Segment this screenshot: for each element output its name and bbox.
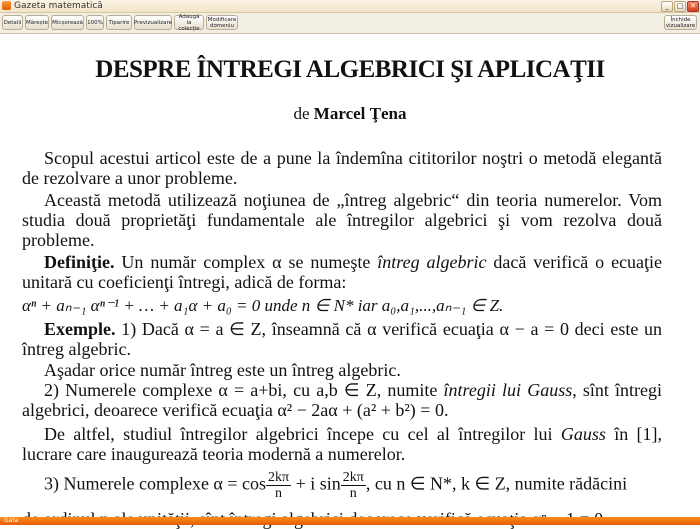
paragraph-method xyxy=(22,190,662,250)
paragraph-intro-text: Scopul acestui articol este de a pune la îndemîna cititorilor noştri o metodă elegantă de rezolvare a unor probleme. xyxy=(22,148,662,188)
status-text: Gata xyxy=(4,517,19,524)
fraction-sin-den: n xyxy=(349,486,357,501)
roots-text-b: + i sin xyxy=(295,473,341,494)
close-preview-button[interactable]: Închide vizualizare xyxy=(665,16,696,29)
definition-rest: dacă verifică o ecuaţie unitară cu coeficienţi întregi, adică de forma: xyxy=(22,252,663,292)
paragraph-method-text: Această metodă utilizează noţiunea de „întreg algebric“ din teoria numerelor. Vom studia două proprietăţi fundamentale ale întregilor algebrici şi vom rezolva două probleme. xyxy=(22,190,662,250)
toolbar xyxy=(0,13,700,34)
roots-text-a: 3) Numerele complexe α = cos xyxy=(44,473,267,494)
examples-text: 1) Dacă α = a ∈ Z, înseamnă că α verifică ecuaţia α − a = 0 deci este un întreg algebric. xyxy=(22,319,663,359)
zoom-100-button[interactable]: 100% xyxy=(86,15,104,30)
examples-label: Exemple. xyxy=(44,319,116,339)
history-text-a: De altfel, studiul întregilor algebrici începe cu cel al întregilor lui xyxy=(44,424,553,444)
gauss-term: întregii lui Gauss xyxy=(443,380,573,400)
definition-label: Definiţie. xyxy=(44,252,115,272)
paragraph-integers-text: Aşadar orice număr întreg este un întreg algebric. xyxy=(44,360,401,380)
details-button[interactable]: Detalii xyxy=(2,15,23,30)
zoom-in-button[interactable]: Mărește xyxy=(25,15,49,30)
change-domain-button[interactable]: Modificare domeniu xyxy=(207,16,237,29)
zoom-out-button[interactable]: Micșorează xyxy=(51,15,84,30)
paragraph-roots xyxy=(22,470,662,501)
paragraph-gauss xyxy=(22,380,662,420)
print-button[interactable]: Tiparire xyxy=(106,15,132,30)
preview-button[interactable]: Previzualizare xyxy=(134,15,172,30)
roots-text-c: , cu n ∈ N*, k ∈ Z, numite rădăcini xyxy=(365,473,628,494)
definition-term: întreg algebric xyxy=(377,252,487,272)
fraction-sin-num: 2kπ xyxy=(342,470,364,485)
window-title: Gazeta matematică xyxy=(14,1,103,11)
paragraph-intro xyxy=(22,148,662,188)
article-title: DESPRE ÎNTREGI ALGEBRICI ŞI APLICAŢII xyxy=(95,56,605,83)
paragraph-history xyxy=(22,424,662,464)
history-text-b: în [1], lucrare care inaugurează teoria modernă a numerelor. xyxy=(22,424,662,464)
fraction-sin xyxy=(341,470,366,501)
fraction-cos-den: n xyxy=(275,486,283,501)
definition-equation: αⁿ + aₙ₋₁ αⁿ⁻¹ + … + a₁α + a₀ = 0 unde n ∈ N* iar a₀,a₁,...,aₙ₋₁ ∈ Z. xyxy=(22,296,504,315)
author-prefix: de xyxy=(293,104,310,123)
paragraph-definition xyxy=(22,252,662,292)
history-term: Gauss xyxy=(560,424,606,444)
status-bar xyxy=(0,517,700,525)
fraction-cos xyxy=(266,470,291,501)
paragraph-integers xyxy=(22,360,662,380)
close-window-button[interactable]: ✕ xyxy=(687,1,699,12)
article-author xyxy=(0,104,700,124)
maximize-button[interactable]: □ xyxy=(674,1,686,12)
add-to-collection-button[interactable]: Adaugă la colecție xyxy=(174,15,204,30)
gauss-text-a: 2) Numerele complexe α = a+bi, cu a,b ∈ Z, numite xyxy=(44,380,438,400)
minimize-button[interactable]: _ xyxy=(661,1,673,12)
definition-text: Un număr complex α se numeşte xyxy=(121,252,371,272)
gauss-text-b: , sînt întregi algebrici, deoarece verifică ecuaţia α² − 2aα + (a² + b²) = 0. xyxy=(22,380,663,420)
document-page xyxy=(0,34,700,517)
app-icon xyxy=(2,1,11,10)
paragraph-examples xyxy=(22,319,662,359)
author-name: Marcel Ţena xyxy=(313,104,407,123)
title-bar xyxy=(0,0,700,13)
fraction-cos-num: 2kπ xyxy=(268,470,290,485)
